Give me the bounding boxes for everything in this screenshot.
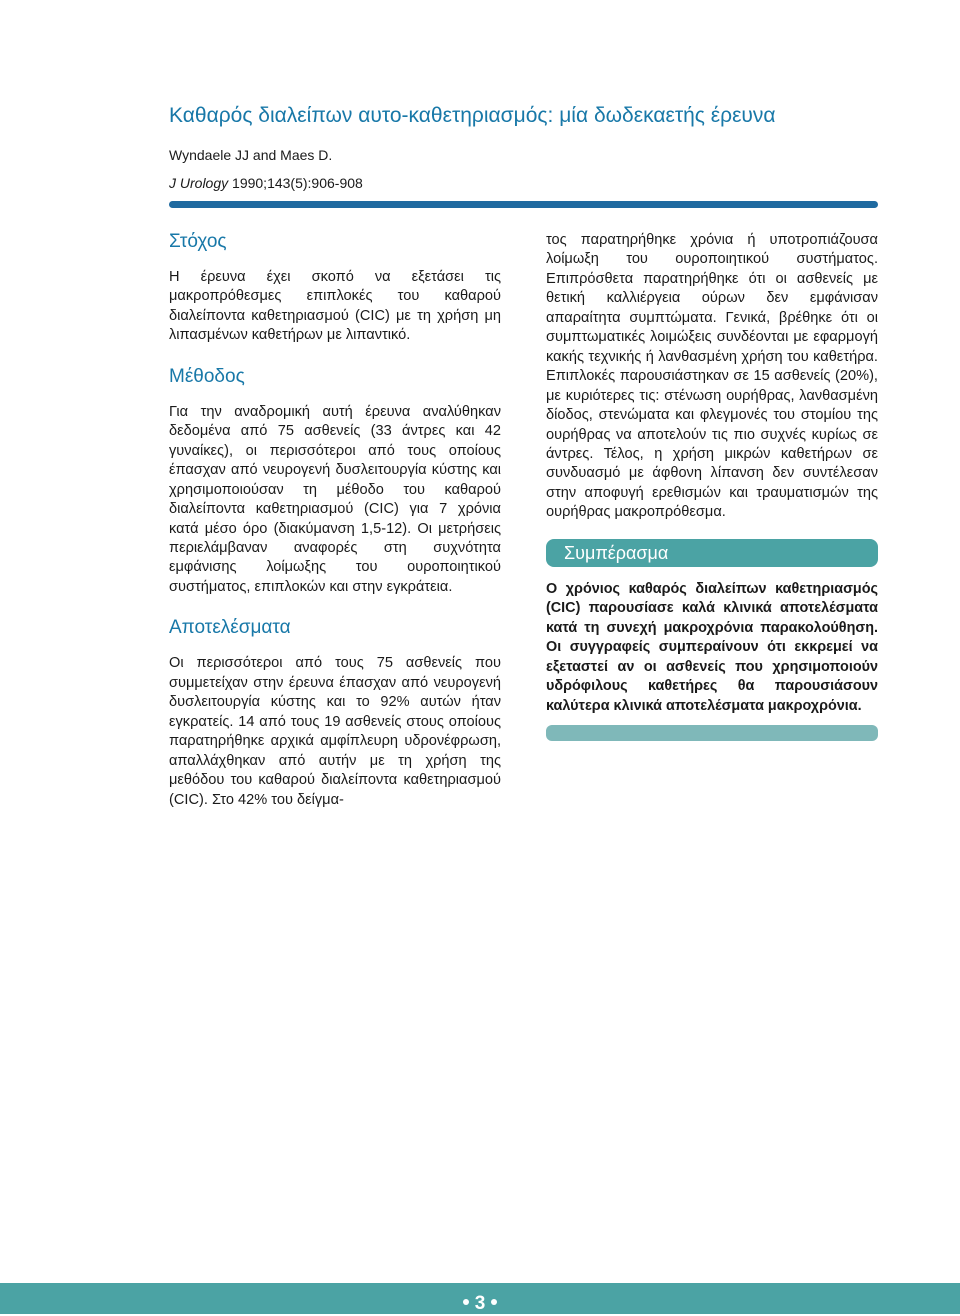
article-title: Καθαρός διαλείπων αυτο-καθετηριασμός: μία δωδεκαετής έρευνα [169, 104, 776, 127]
aim-text: Η έρευνα έχει σκοπό να εξετάσει τις μακροπρόθεσμες επιπλοκές του καθαρού διαλείποντα καθετηριασμού (CIC) με τη χρήση μη λιπασμένων καθετήρων με λιπαντικό. [169, 269, 501, 344]
journal-name: J Urology [169, 175, 229, 191]
right-column [546, 231, 878, 741]
results-heading: Αποτελέσματα [169, 617, 291, 639]
left-column [169, 231, 501, 810]
bullet-dot-icon [463, 1299, 469, 1305]
citation [169, 174, 363, 192]
authors: Wyndaele JJ and Maes D. [169, 147, 333, 163]
conclusion-heading: Συμπέρασμα [546, 539, 878, 567]
citation-details: 1990;143(5):906-908 [228, 175, 363, 191]
page-number-value: 3 [474, 1293, 486, 1314]
method-heading: Μέθοδος [169, 365, 245, 387]
bullet-dot-icon [491, 1299, 497, 1305]
aim-heading: Στόχος [169, 231, 227, 252]
page-number [0, 1292, 960, 1316]
results-text: Οι περισσότεροι από τους 75 ασθενείς που συμμετείχαν στην έρευνα έπασχαν από νευρογενή δυσλειτουργία κύστης και το 92% αυτών ήταν εγκρατείς. 14 από τους 19 ασθενείς στους οποίους παρατηρήθηκε αρχικά αμφίπλευρη υδρονέφρωση, απαλλάχθηκαν από αυτήν με τη χρήση της μεθόδου του καθαρού διαλείποντα καθετηριασμού (CIC). Στο 42% του δείγμα- [169, 655, 501, 808]
header-divider [169, 201, 878, 208]
conclusion-text: Ο χρόνιος καθαρός διαλείπων καθετηριασμός (CIC) παρουσίασε καλά κλινικά αποτελέσματα κατά τη συνεχή μακροχρόνια παρακολούθηση. Οι συγγραφείς συμπεραίνουν ότι εκκρεμεί να εξεταστεί αν οι ασθενείς που χρησιμοποιούν υδρόφιλους καθετήρες θα παρουσιάσουν καλύτερα κλινικά αποτελέσματα μακροχρόνια. [546, 580, 878, 714]
conclusion-box-bottom [546, 725, 878, 741]
method-text: Για την αναδρομική αυτή έρευνα αναλύθηκαν δεδομένα από 75 ασθενείς (33 άντρες και 42 γυναίκες), οι περισσότεροι από τους οποίους έπασχαν από νευρογενή δυσλειτουργία κύστης και χρησιμοποιούσαν τη μέθοδο του καθαρού διαλείποντα καθετηριασμού (CIC) για 7 χρόνια κατά μέσο όρο (διακύμανση 1,5-12). Οι μετρήσεις περιελάμβαναν αναφορές στη συχνότητα εμφάνισης λοίμωξης του ουροποιητικού συστήματος, επιπλοκών και στην εγκράτεια. [169, 403, 501, 595]
results-text-continued: τος παρατηρήθηκε χρόνια ή υποτροπιάζουσα λοίμωξη του ουροποιητικού συστήματος. Επιπρόσθετα παρατηρήθηκε ότι οι ασθενείς με θετική καλλιέργεια ούρων δεν εμφάνισαν απαραίτητα συμπτώματα. Γενικά, βρέθηκε ότι οι συμπτωματικές λοιμώξεις συνδέονται με εφαρμογή κακής τεχνικής ή λανθασμένη χρήση του καθετήρα. Επιπλοκές παρουσιάστηκαν σε 15 ασθενείς (20%), με κυριότερες τις: στένωση ουρήθρας, λανθασμένη δίοδος, στενώματα και φλεγμονές του στομίου της ουρήθρας να αποτελούν τις πιο συχνές κυρίως σε άντρες. Τέλος, η χρήση μικρών καθετήρων σε συνδυασμό με άφθονη λίπανση δεν συντέλεσαν στην αποφυγή ερεθισμών και τραυματισμών της ουρήθρας μακροπρόθεσμα. [546, 232, 878, 521]
